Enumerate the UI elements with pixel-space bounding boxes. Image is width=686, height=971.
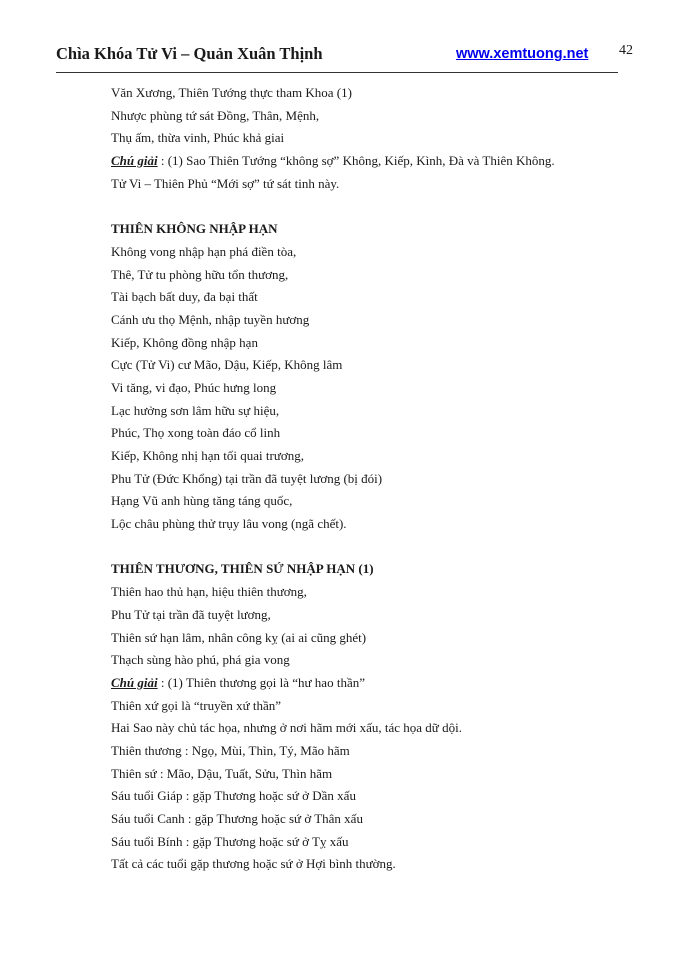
page-header — [56, 40, 640, 70]
book-title: Chìa Khóa Tử Vi – Quản Xuân Thịnh — [56, 44, 323, 63]
verse-line: Thiên sứ hạn lâm, nhân công kỵ (ai ai cũng ghét) — [111, 629, 367, 645]
verse-line: Kiếp, Không nhị hạn tối quai trương, — [111, 448, 305, 463]
note-text: : (1) Thiên thương gọi là “hư hao thần” — [157, 674, 365, 690]
text-line: Sáu tuổi Canh : gặp Thương hoặc sứ ở Thân xấu — [111, 811, 363, 826]
verse-line: Tài bạch bất duy, đa bại thất — [111, 289, 258, 305]
document-body — [111, 82, 651, 876]
verse-line: Hạng Vũ anh hùng tăng táng quốc, — [111, 493, 293, 509]
section-heading: THIÊN KHÔNG NHẬP HẠN — [111, 221, 278, 237]
verse-line: Phu Tử (Đức Khổng) tại trần đã tuyệt lương (bị đói) — [111, 470, 383, 486]
note-label: Chú giải — [111, 674, 158, 690]
text-line: Tất cả các tuổi gặp thương hoặc sứ ở Hợi bình thường. — [111, 856, 396, 872]
text-line: Sáu tuổi Bính : gặp Thương hoặc sứ ở Tỵ xấu — [111, 833, 349, 849]
verse-line: Phúc, Thọ xong toàn đáo cổ linh — [111, 425, 281, 441]
text-line: Thiên xứ gọi là “truyền xứ thần” — [111, 697, 282, 713]
verse-line: Vi tăng, vi đạo, Phúc hưng long — [111, 379, 277, 395]
verse-line: Lộc châu phùng thử trụy lâu vong (ngã chết). — [111, 516, 347, 532]
verse-line: Cực (Tử Vi) cư Mão, Dậu, Kiếp, Không lâm — [111, 357, 343, 373]
note-text: : (1) Sao Thiên Tướng “không sợ” Không, Kiếp, Kình, Đà và Thiên Không. — [157, 153, 555, 169]
website-link[interactable]: www.xemtuong.net — [456, 46, 589, 62]
section-heading: THIÊN THƯƠNG, THIÊN SỨ NHẬP HẠN (1) — [111, 561, 374, 577]
verse-line: Phu Tử tại trần đã tuyệt lương, — [111, 606, 271, 622]
text-line: Tử Vi – Thiên Phủ “Mới sợ” tứ sát tinh này. — [111, 175, 340, 191]
text-line: Hai Sao này chủ tác họa, nhưng ở nơi hãm mới xấu, tác họa dữ dội. — [111, 720, 462, 736]
section-gap — [111, 195, 651, 218]
verse-line: Cánh ưu thọ Mệnh, nhập tuyền hương — [111, 311, 310, 327]
note-line — [111, 672, 651, 695]
verse-line: Thụ ấm, thừa vinh, Phúc khả giai — [111, 130, 285, 146]
section-gap — [111, 536, 651, 559]
header-divider — [56, 72, 618, 73]
verse-line: Thê, Tử tu phòng hữu tổn thương, — [111, 266, 289, 282]
verse-line: Nhược phùng tứ sát Đồng, Thân, Mệnh, — [111, 107, 320, 123]
text-line: Sáu tuổi Giáp : gặp Thương hoặc sứ ở Dần xấu — [111, 788, 356, 804]
verse-line: Văn Xương, Thiên Tướng thực tham Khoa (1) — [111, 85, 352, 100]
verse-line: Không vong nhập hạn phá điền tòa, — [111, 243, 297, 259]
verse-line: Kiếp, Không đồng nhập hạn — [111, 334, 258, 350]
verse-line: Lạc hưởng sơn lâm hữu sự hiệu, — [111, 402, 280, 418]
verse-line: Thạch sùng hào phú, phá gia vong — [111, 652, 290, 668]
text-line: Thiên sứ : Mão, Dậu, Tuất, Sửu, Thìn hãm — [111, 765, 333, 781]
text-line: Thiên thương : Ngọ, Mùi, Thìn, Tý, Mão hãm — [111, 742, 350, 758]
page-number: 42 — [619, 43, 633, 58]
note-label: Chú giải — [111, 153, 158, 169]
note-line — [111, 150, 651, 173]
verse-line: Thiên hao thủ hạn, hiệu thiên thương, — [111, 584, 307, 600]
